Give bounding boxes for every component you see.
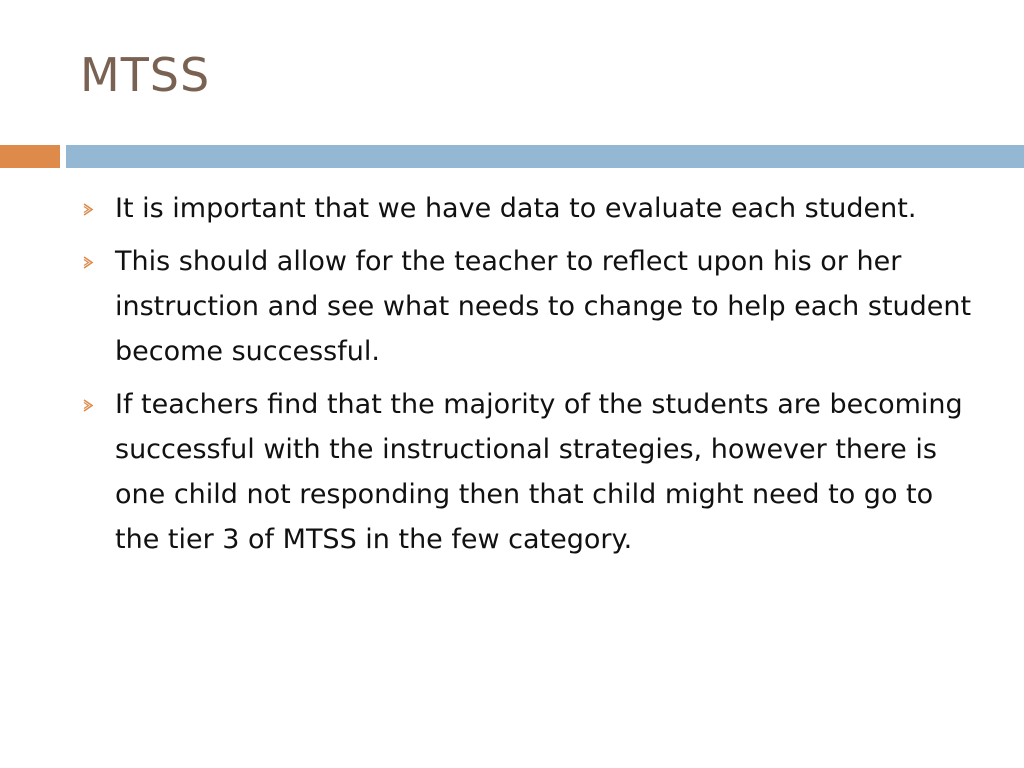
accent-bar-blue bbox=[66, 145, 1024, 168]
bullet-text: This should allow for the teacher to reflect upon his or her instruction and see what needs to change to help each student become successful. bbox=[115, 246, 972, 367]
bullet-item bbox=[0, 239, 1024, 374]
arrow-right-icon bbox=[82, 203, 95, 216]
bullet-text: If teachers find that the majority of the students are becoming successful with the instructional strategies, however there is one child not responding then that child might need to go to the tier 3 of MTSS in the few category. bbox=[115, 389, 963, 555]
accent-bar-orange bbox=[0, 145, 60, 168]
bullet-text: It is important that we have data to evaluate each student. bbox=[115, 193, 917, 224]
slide-title: MTSS bbox=[80, 48, 211, 102]
arrow-right-icon bbox=[82, 399, 95, 412]
bullet-item bbox=[0, 382, 1024, 562]
arrow-right-icon bbox=[82, 256, 95, 269]
bullet-list bbox=[0, 186, 1024, 570]
bullet-item bbox=[0, 186, 1024, 231]
